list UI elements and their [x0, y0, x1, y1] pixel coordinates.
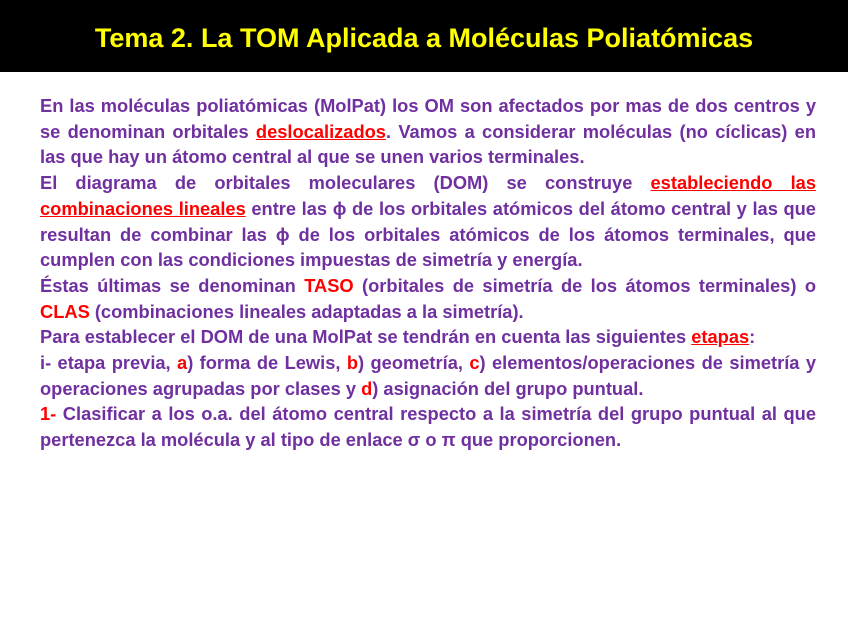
- text: . Vamos a considerar moléculas (no cíclicas) en las que hay un átomo central al que se unen varios terminales.: [40, 120, 816, 168]
- text: Para establecer el DOM de una MolPat se tendrán en cuenta las siguientes: [40, 326, 692, 348]
- letter-c: c: [469, 352, 480, 374]
- paragraph-step-1: [40, 401, 816, 452]
- text: En las moléculas poliatómicas (MolPat) los OM son afectados por mas de dos centros y se denominan orbitales: [40, 95, 816, 142]
- highlight-taso: TASO: [304, 274, 354, 296]
- text: Clasificar a los o.a. del átomo central respecto a la simetría del grupo puntual al que pertenezca la molécula y al tipo de enlace σ o π que proporcionen.: [40, 403, 816, 451]
- letter-b: b: [346, 352, 359, 374]
- paragraph-etapas: [40, 324, 816, 350]
- title-bar: [0, 0, 848, 72]
- letter-a: a: [177, 352, 188, 374]
- text: i- etapa previa,: [40, 352, 178, 374]
- text: El diagrama de orbitales moleculares (DOM) se construye: [40, 172, 651, 194]
- paragraph-taso-clas: [40, 273, 816, 324]
- highlight-etapas: etapas: [691, 326, 750, 348]
- text: entre las ϕ de los orbitales atómicos del átomo central y las que resultan de combinar las ϕ de los orbitales atómicos de los átomos terminales, que cumplen con las condiciones impuestas de simetría y energía.: [40, 197, 816, 271]
- step-number: 1-: [40, 403, 57, 425]
- text: :: [749, 326, 756, 348]
- text: (combinaciones lineales adaptadas a la simetría).: [89, 300, 524, 322]
- text: (orbitales de simetría de los átomos terminales) o: [353, 274, 816, 296]
- paragraph-molpat-intro: [40, 93, 816, 170]
- text: ) elementos/operaciones de simetría y operaciones agrupadas por clases y: [40, 352, 816, 399]
- text: ) geometría,: [358, 352, 470, 374]
- letter-d: d: [361, 377, 373, 399]
- slide-body: [40, 93, 816, 453]
- text: Éstas últimas se denominan: [40, 274, 305, 296]
- highlight-combinaciones: estableciendo las combinaciones lineales: [40, 172, 816, 219]
- slide-title: Tema 2. La TOM Aplicada a Moléculas Poliatómicas: [94, 22, 754, 53]
- highlight-deslocalizados: deslocalizados: [255, 120, 386, 142]
- paragraph-dom-construction: [40, 170, 816, 273]
- highlight-clas: CLAS: [40, 300, 90, 322]
- text: ) asignación del grupo puntual.: [372, 377, 644, 399]
- text: ) forma de Lewis,: [187, 352, 347, 374]
- paragraph-etapa-previa: [40, 350, 816, 401]
